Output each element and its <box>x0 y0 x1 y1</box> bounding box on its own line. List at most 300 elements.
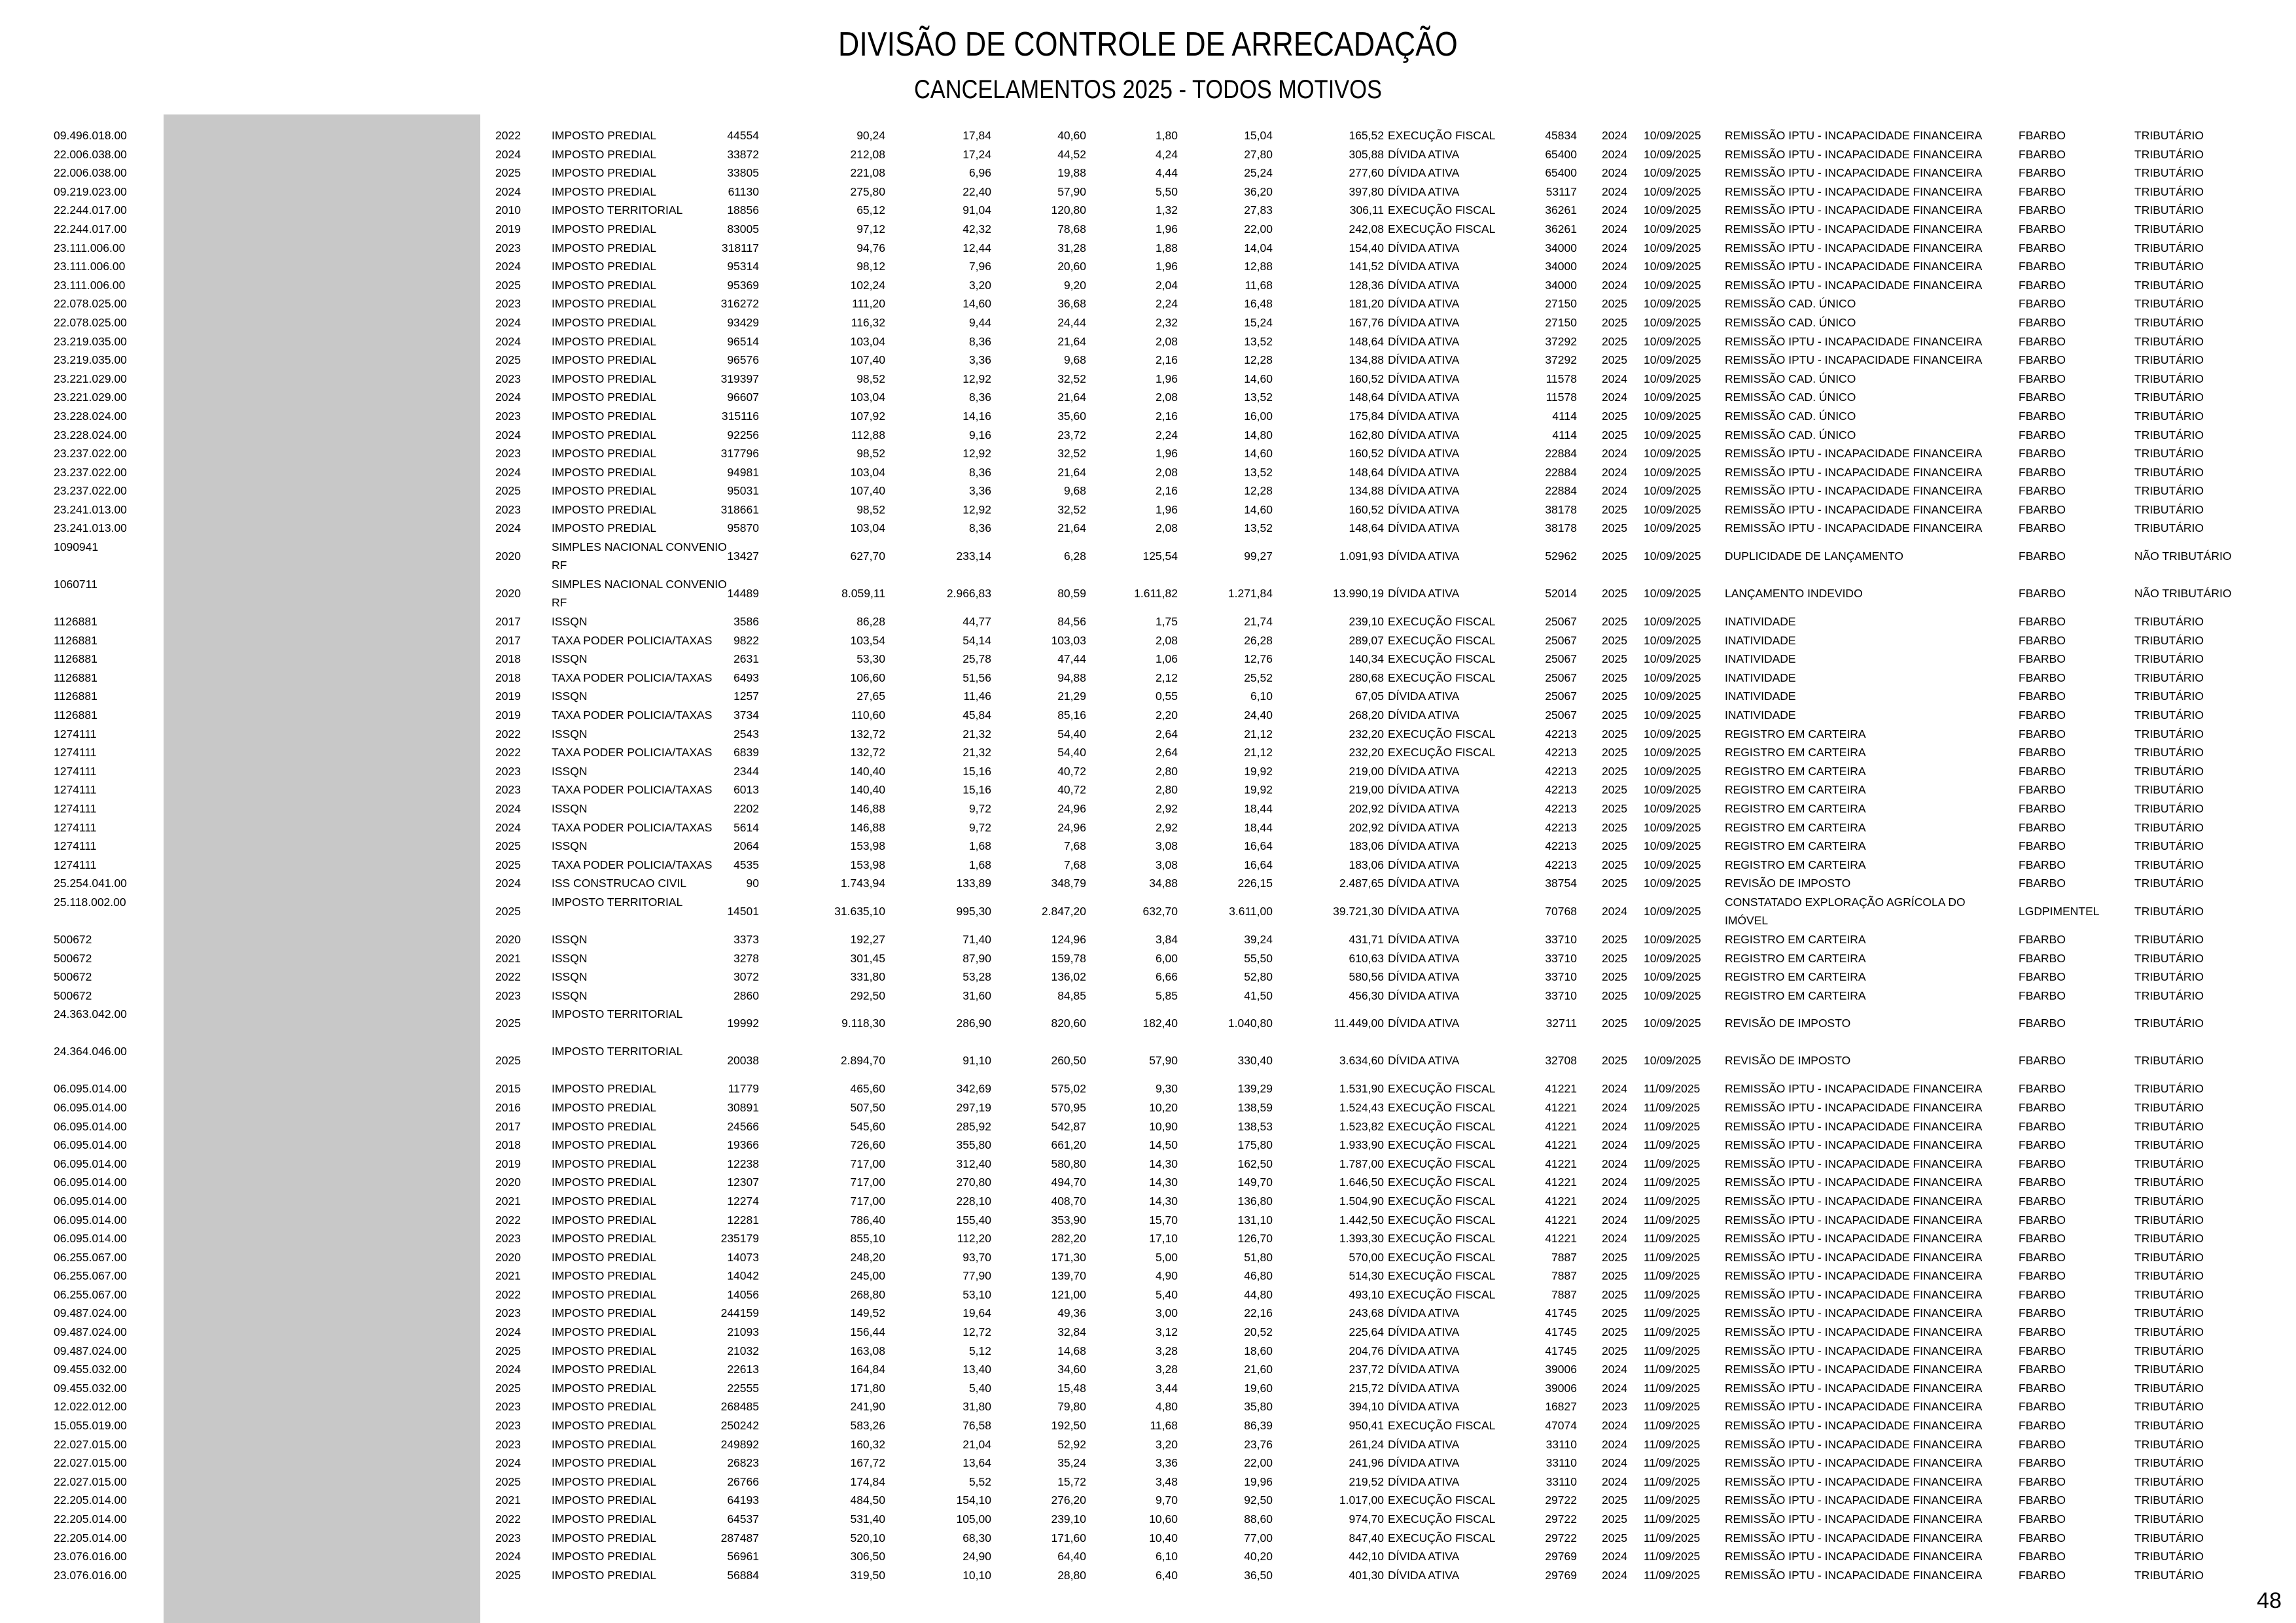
cell-valor-principal: 103,04 <box>850 521 885 535</box>
cell-data-cancelamento: 11/09/2025 <box>1644 1493 1701 1507</box>
cell-inscricao: 1060711 <box>54 578 97 591</box>
cell-tipo: TRIBUTÁRIO <box>2134 1550 2204 1563</box>
cell-correcao: 14,50 <box>1149 1138 1178 1152</box>
cell-ano-aviso: 2024 <box>1602 391 1627 404</box>
cell-honorarios: 26,28 <box>1244 633 1273 647</box>
table-row <box>0 1211 2296 1230</box>
cell-ano-aviso: 2024 <box>1602 1568 1627 1582</box>
cell-exercicio: 2022 <box>495 746 521 759</box>
cell-tipo: TRIBUTÁRIO <box>2134 1176 2204 1189</box>
cell-usuario: FBARBO <box>2019 353 2066 367</box>
cell-ano-aviso: 2025 <box>1602 970 1627 984</box>
cell-juros: 17,84 <box>963 129 991 142</box>
cell-valor-principal: 248,20 <box>850 1250 885 1264</box>
cell-tipo: TRIBUTÁRIO <box>2134 222 2204 236</box>
cell-correcao: 15,70 <box>1149 1213 1178 1227</box>
cell-motivo: REGISTRO EM CARTEIRA <box>1725 746 1866 759</box>
cell-situacao: EXECUÇÃO FISCAL <box>1388 129 1496 142</box>
cell-lancamento: 244159 <box>720 1306 759 1320</box>
cell-valor-principal: 545,60 <box>850 1119 885 1133</box>
cell-ano-aviso: 2025 <box>1602 988 1627 1002</box>
cell-inscricao: 1126881 <box>54 671 97 684</box>
cell-usuario: FBARBO <box>2019 839 2066 853</box>
cell-data-cancelamento: 10/09/2025 <box>1644 428 1701 442</box>
cell-correcao: 2,92 <box>1155 820 1178 834</box>
cell-ano-aviso: 2025 <box>1602 315 1627 329</box>
cell-usuario: FBARBO <box>2019 633 2066 647</box>
cell-honorarios: 12,88 <box>1244 260 1273 273</box>
cell-situacao: DÍVIDA ATIVA <box>1388 970 1460 984</box>
cell-ano-aviso: 2024 <box>1602 1194 1627 1208</box>
cell-juros: 12,92 <box>963 447 991 461</box>
cell-correcao: 1,96 <box>1155 372 1178 385</box>
cell-tributo: IMPOSTO PREDIAL <box>552 484 657 498</box>
cell-lancamento: 56884 <box>727 1568 759 1582</box>
cell-juros: 9,16 <box>968 428 991 442</box>
cell-valor-principal: 103,54 <box>850 633 885 647</box>
cell-aviso: 41745 <box>1545 1325 1577 1339</box>
cell-juros: 297,19 <box>956 1100 991 1114</box>
cell-usuario: FBARBO <box>2019 1531 2066 1544</box>
cell-total: 11.449,00 <box>1333 1017 1384 1030</box>
cell-lancamento: 61130 <box>728 184 759 198</box>
cell-aviso: 29722 <box>1545 1512 1577 1526</box>
cell-juros: 270,80 <box>956 1176 991 1189</box>
cell-motivo: REMISSÃO IPTU - INCAPACIDADE FINANCEIRA <box>1725 1437 1983 1451</box>
table-row <box>0 519 2296 538</box>
cell-motivo: INATIVIDADE <box>1725 689 1796 703</box>
cell-lancamento: 3734 <box>733 708 759 722</box>
cell-honorarios: 13,52 <box>1244 334 1273 348</box>
table-row <box>0 1435 2296 1454</box>
cell-exercicio: 2023 <box>495 447 521 461</box>
cell-multa: 24,96 <box>1057 820 1086 834</box>
cell-multa: 542,87 <box>1051 1119 1086 1133</box>
cell-exercicio: 2019 <box>495 689 521 703</box>
cell-honorarios: 162,50 <box>1237 1157 1273 1170</box>
cell-ano-aviso: 2024 <box>1602 1363 1627 1376</box>
cell-juros: 31,80 <box>963 1400 991 1414</box>
cell-multa: 47,44 <box>1057 652 1086 666</box>
cell-tipo: TRIBUTÁRIO <box>2134 615 2204 629</box>
cell-ano-aviso: 2024 <box>1602 447 1627 461</box>
cell-inscricao: 25.118.002.00 <box>54 895 126 909</box>
cell-correcao: 6,40 <box>1155 1568 1178 1582</box>
cell-situacao: EXECUÇÃO FISCAL <box>1388 1176 1496 1189</box>
cell-data-cancelamento: 10/09/2025 <box>1644 353 1701 367</box>
cell-valor-principal: 520,10 <box>850 1531 885 1544</box>
cell-tipo: TRIBUTÁRIO <box>2134 166 2204 180</box>
cell-total: 1.787,00 <box>1339 1157 1384 1170</box>
cell-situacao: DÍVIDA ATIVA <box>1388 1017 1460 1030</box>
cell-tributo: ISSQN <box>552 988 588 1002</box>
cell-correcao: 4,80 <box>1155 1400 1178 1414</box>
cell-data-cancelamento: 11/09/2025 <box>1644 1325 1701 1339</box>
cell-total: 1.504,90 <box>1339 1194 1384 1208</box>
cell-situacao: EXECUÇÃO FISCAL <box>1388 1250 1496 1264</box>
cell-aviso: 42213 <box>1545 746 1577 759</box>
table-row <box>0 1005 2296 1042</box>
table-row <box>0 1473 2296 1492</box>
cell-total: 268,20 <box>1349 708 1384 722</box>
cell-total: 215,72 <box>1349 1381 1384 1395</box>
cell-multa: 40,72 <box>1057 783 1086 797</box>
cell-tributo: ISSQN <box>552 727 588 741</box>
cell-correcao: 2,08 <box>1155 391 1178 404</box>
cell-situacao: EXECUÇÃO FISCAL <box>1388 746 1496 759</box>
cell-situacao: DÍVIDA ATIVA <box>1388 1363 1460 1376</box>
cell-usuario: FBARBO <box>2019 1138 2066 1152</box>
table-row <box>0 351 2296 370</box>
cell-valor-principal: 106,60 <box>850 671 885 684</box>
table-row <box>0 1117 2296 1136</box>
table-row <box>0 874 2296 893</box>
cell-juros: 3,36 <box>968 353 991 367</box>
cell-correcao: 9,70 <box>1155 1493 1178 1507</box>
cell-tributo: ISSQN <box>552 932 588 946</box>
cell-tipo: TRIBUTÁRIO <box>2134 1381 2204 1395</box>
table-row <box>0 1285 2296 1304</box>
cell-total: 134,88 <box>1349 353 1384 367</box>
cell-honorarios: 14,80 <box>1244 428 1273 442</box>
cell-total: 134,88 <box>1349 484 1384 498</box>
cell-tipo: TRIBUTÁRIO <box>2134 858 2204 871</box>
cell-juros: 13,64 <box>963 1456 991 1470</box>
cell-situacao: EXECUÇÃO FISCAL <box>1388 1493 1496 1507</box>
cell-inscricao: 23.076.016.00 <box>54 1550 127 1563</box>
cell-tipo: TRIBUTÁRIO <box>2134 502 2204 516</box>
cell-inscricao: 23.219.035.00 <box>54 353 127 367</box>
cell-total: 1.524,43 <box>1339 1100 1384 1114</box>
cell-total: 39.721,30 <box>1333 904 1384 918</box>
cell-multa: 580,80 <box>1051 1157 1086 1170</box>
cell-motivo: REMISSÃO IPTU - INCAPACIDADE FINANCEIRA <box>1725 1550 1983 1563</box>
cell-motivo: REMISSÃO IPTU - INCAPACIDADE FINANCEIRA <box>1725 1213 1983 1227</box>
cell-lancamento: 3072 <box>733 970 759 984</box>
cell-total: 3.634,60 <box>1339 1054 1384 1068</box>
cell-usuario: FBARBO <box>2019 428 2066 442</box>
cell-total: 13.990,19 <box>1333 587 1384 601</box>
cell-situacao: DÍVIDA ATIVA <box>1388 1400 1460 1414</box>
cell-motivo: INATIVIDADE <box>1725 615 1796 629</box>
cell-aviso: 41221 <box>1545 1138 1577 1152</box>
cell-honorarios: 36,50 <box>1244 1568 1273 1582</box>
cell-multa: 171,30 <box>1051 1250 1086 1264</box>
cell-aviso: 27150 <box>1545 297 1577 311</box>
cell-aviso: 41221 <box>1545 1119 1577 1133</box>
cell-inscricao: 24.363.042.00 <box>54 1007 127 1021</box>
cell-juros: 54,14 <box>963 633 991 647</box>
cell-exercicio: 2016 <box>495 1100 521 1114</box>
cell-multa: 21,64 <box>1057 521 1086 535</box>
cell-inscricao: 15.055.019.00 <box>54 1419 127 1433</box>
cell-multa: 9,68 <box>1063 353 1086 367</box>
cell-correcao: 11,68 <box>1150 1419 1178 1433</box>
cell-aviso: 29722 <box>1545 1531 1577 1544</box>
cell-tipo: TRIBUTÁRIO <box>2134 484 2204 498</box>
cell-data-cancelamento: 10/09/2025 <box>1644 409 1701 423</box>
cell-situacao: EXECUÇÃO FISCAL <box>1388 1194 1496 1208</box>
cell-data-cancelamento: 10/09/2025 <box>1644 727 1701 741</box>
cell-valor-principal: 319,50 <box>850 1568 885 1582</box>
cell-data-cancelamento: 10/09/2025 <box>1644 988 1701 1002</box>
cell-multa: 34,60 <box>1057 1363 1086 1376</box>
cell-multa: 120,80 <box>1051 203 1086 217</box>
cell-tributo: TAXA PODER POLICIA/TAXAS <box>552 858 713 871</box>
cell-honorarios: 16,64 <box>1244 858 1273 871</box>
cell-total: 219,00 <box>1349 764 1384 778</box>
cell-honorarios: 16,00 <box>1244 409 1273 423</box>
cell-lancamento: 12274 <box>727 1194 759 1208</box>
cell-data-cancelamento: 11/09/2025 <box>1644 1194 1701 1208</box>
cell-ano-aviso: 2025 <box>1602 1306 1627 1320</box>
cell-lancamento: 14042 <box>727 1269 759 1283</box>
cell-juros: 93,70 <box>963 1250 991 1264</box>
cell-total: 289,07 <box>1349 633 1384 647</box>
cell-multa: 6,28 <box>1063 550 1086 563</box>
cell-aviso: 37292 <box>1545 353 1577 367</box>
cell-juros: 1,68 <box>968 839 991 853</box>
cell-juros: 12,92 <box>963 502 991 516</box>
cell-honorarios: 14,60 <box>1244 502 1273 516</box>
cell-juros: 91,10 <box>963 1054 991 1068</box>
cell-tipo: TRIBUTÁRIO <box>2134 1475 2204 1488</box>
cell-juros: 995,30 <box>956 904 991 918</box>
cell-valor-principal: 98,52 <box>857 447 885 461</box>
cell-data-cancelamento: 10/09/2025 <box>1644 839 1701 853</box>
cell-multa: 2.847,20 <box>1041 904 1086 918</box>
cell-correcao: 3,48 <box>1155 1475 1178 1488</box>
cell-tipo: NÃO TRIBUTÁRIO <box>2134 550 2232 563</box>
cell-multa: 7,68 <box>1063 839 1086 853</box>
cell-honorarios: 175,80 <box>1237 1138 1273 1152</box>
cell-juros: 312,40 <box>956 1157 991 1170</box>
cell-lancamento: 30891 <box>727 1100 759 1114</box>
cell-correcao: 1,88 <box>1155 241 1178 254</box>
cell-valor-principal: 726,60 <box>850 1138 885 1152</box>
cell-tributo: IMPOSTO PREDIAL <box>552 353 657 367</box>
cell-inscricao: 23.228.024.00 <box>54 409 127 423</box>
cell-juros: 2.966,83 <box>946 587 991 601</box>
cell-honorarios: 6,10 <box>1250 689 1273 703</box>
cancellations-table <box>0 126 2296 1584</box>
cell-tributo: SIMPLES NACIONAL CONVENIO RF <box>552 578 727 610</box>
cell-total: 67,05 <box>1355 689 1384 703</box>
cell-ano-aviso: 2024 <box>1602 1100 1627 1114</box>
cell-situacao: DÍVIDA ATIVA <box>1388 1306 1460 1320</box>
cell-multa: 820,60 <box>1051 1017 1086 1030</box>
cell-ano-aviso: 2025 <box>1602 1287 1627 1301</box>
table-row <box>0 799 2296 818</box>
cell-tipo: TRIBUTÁRIO <box>2134 447 2204 461</box>
cell-tributo: IMPOSTO PREDIAL <box>552 1287 657 1301</box>
cell-ano-aviso: 2024 <box>1602 147 1627 161</box>
cell-exercicio: 2025 <box>495 858 521 871</box>
cell-motivo: REMISSÃO CAD. ÚNICO <box>1725 409 1856 423</box>
cell-aviso: 7887 <box>1551 1287 1577 1301</box>
cell-exercicio: 2023 <box>495 1306 521 1320</box>
cell-multa: 19,88 <box>1057 166 1086 180</box>
cell-ano-aviso: 2025 <box>1602 820 1627 834</box>
cell-juros: 22,40 <box>963 184 991 198</box>
cell-ano-aviso: 2024 <box>1602 1138 1627 1152</box>
cell-aviso: 41221 <box>1545 1176 1577 1189</box>
cell-tributo: IMPOSTO PREDIAL <box>552 1176 657 1189</box>
cell-correcao: 2,04 <box>1155 278 1178 292</box>
cell-exercicio: 2015 <box>495 1082 521 1096</box>
cell-total: 148,64 <box>1349 334 1384 348</box>
cell-motivo: REMISSÃO IPTU - INCAPACIDADE FINANCEIRA <box>1725 147 1983 161</box>
cell-lancamento: 6493 <box>733 671 759 684</box>
cell-exercicio: 2023 <box>495 1400 521 1414</box>
cell-juros: 45,84 <box>963 708 991 722</box>
cell-data-cancelamento: 11/09/2025 <box>1644 1213 1701 1227</box>
cell-situacao: DÍVIDA ATIVA <box>1388 1550 1460 1563</box>
table-row <box>0 575 2296 612</box>
cell-tributo: IMPOSTO PREDIAL <box>552 222 657 236</box>
cell-correcao: 3,44 <box>1155 1381 1178 1395</box>
table-row <box>0 949 2296 968</box>
cell-motivo: REMISSÃO IPTU - INCAPACIDADE FINANCEIRA <box>1725 260 1983 273</box>
cell-multa: 239,10 <box>1051 1512 1086 1526</box>
cell-lancamento: 2344 <box>733 764 759 778</box>
cell-motivo: REMISSÃO IPTU - INCAPACIDADE FINANCEIRA <box>1725 278 1983 292</box>
cell-tributo: ISSQN <box>552 951 588 965</box>
cell-exercicio: 2020 <box>495 1176 521 1189</box>
cell-valor-principal: 107,92 <box>850 409 885 423</box>
cell-ano-aviso: 2024 <box>1602 1232 1627 1246</box>
cell-honorarios: 149,70 <box>1237 1176 1273 1189</box>
cell-honorarios: 41,50 <box>1244 988 1273 1002</box>
cell-valor-principal: 465,60 <box>850 1082 885 1096</box>
table-row <box>0 1098 2296 1117</box>
cell-tipo: TRIBUTÁRIO <box>2134 1194 2204 1208</box>
cell-exercicio: 2025 <box>495 166 521 180</box>
cell-exercicio: 2023 <box>495 409 521 423</box>
cell-correcao: 4,44 <box>1155 166 1178 180</box>
cell-usuario: FBARBO <box>2019 1306 2066 1320</box>
cell-correcao: 10,60 <box>1149 1512 1178 1526</box>
cell-honorarios: 18,44 <box>1244 802 1273 815</box>
cell-exercicio: 2022 <box>495 1512 521 1526</box>
cell-total: 183,06 <box>1349 858 1384 871</box>
cell-data-cancelamento: 11/09/2025 <box>1644 1419 1701 1433</box>
cell-juros: 68,30 <box>963 1531 991 1544</box>
cell-tributo: IMPOSTO PREDIAL <box>552 1213 657 1227</box>
cell-juros: 11,46 <box>963 689 991 703</box>
cell-tipo: TRIBUTÁRIO <box>2134 727 2204 741</box>
cell-ano-aviso: 2025 <box>1602 652 1627 666</box>
cell-usuario: FBARBO <box>2019 1363 2066 1376</box>
cell-inscricao: 23.111.006.00 <box>54 241 126 254</box>
cell-tributo: IMPOSTO PREDIAL <box>552 372 657 385</box>
cell-juros: 3,20 <box>968 278 991 292</box>
cell-motivo: INATIVIDADE <box>1725 708 1796 722</box>
cell-ano-aviso: 2025 <box>1602 587 1627 601</box>
cell-tipo: TRIBUTÁRIO <box>2134 1213 2204 1227</box>
cell-juros: 21,32 <box>963 746 991 759</box>
cell-honorarios: 139,29 <box>1237 1082 1273 1096</box>
cell-valor-principal: 140,40 <box>850 764 885 778</box>
cell-lancamento: 90 <box>746 877 759 890</box>
cell-lancamento: 14489 <box>727 587 759 601</box>
cell-tributo: IMPOSTO PREDIAL <box>552 334 657 348</box>
cell-inscricao: 12.022.012.00 <box>54 1400 127 1414</box>
cell-ano-aviso: 2025 <box>1602 1017 1627 1030</box>
cell-valor-principal: 583,26 <box>850 1419 885 1433</box>
cell-situacao: EXECUÇÃO FISCAL <box>1388 652 1496 666</box>
cell-tributo: IMPOSTO PREDIAL <box>552 1250 657 1264</box>
cell-juros: 342,69 <box>956 1082 991 1096</box>
cell-total: 847,40 <box>1349 1531 1384 1544</box>
cell-tributo: IMPOSTO PREDIAL <box>552 1232 657 1246</box>
cell-juros: 12,92 <box>963 372 991 385</box>
cell-tributo: ISSQN <box>552 652 588 666</box>
cell-correcao: 182,40 <box>1142 1017 1178 1030</box>
cell-inscricao: 22.205.014.00 <box>54 1512 127 1526</box>
cell-tipo: TRIBUTÁRIO <box>2134 764 2204 778</box>
cell-juros: 24,90 <box>963 1550 991 1563</box>
cell-usuario: FBARBO <box>2019 297 2066 311</box>
cell-data-cancelamento: 11/09/2025 <box>1644 1119 1701 1133</box>
cell-ano-aviso: 2025 <box>1602 521 1627 535</box>
cell-correcao: 1,80 <box>1155 129 1178 142</box>
cell-motivo: INATIVIDADE <box>1725 671 1796 684</box>
cell-aviso: 34000 <box>1545 260 1577 273</box>
cell-ano-aviso: 2025 <box>1602 1054 1627 1068</box>
cell-data-cancelamento: 10/09/2025 <box>1644 802 1701 815</box>
cell-total: 232,20 <box>1349 727 1384 741</box>
cell-situacao: EXECUÇÃO FISCAL <box>1388 727 1496 741</box>
cell-situacao: DÍVIDA ATIVA <box>1388 858 1460 871</box>
cell-usuario: FBARBO <box>2019 1194 2066 1208</box>
cell-usuario: FBARBO <box>2019 1054 2066 1068</box>
cell-ano-aviso: 2024 <box>1602 1119 1627 1133</box>
cell-total: 237,72 <box>1349 1363 1384 1376</box>
cell-aviso: 7887 <box>1551 1269 1577 1283</box>
table-row <box>0 1491 2296 1510</box>
cell-inscricao: 22.027.015.00 <box>54 1475 127 1488</box>
cell-honorarios: 226,15 <box>1237 877 1273 890</box>
cell-multa: 20,60 <box>1057 260 1086 273</box>
cell-total: 202,92 <box>1349 802 1384 815</box>
cell-tipo: TRIBUTÁRIO <box>2134 465 2204 479</box>
cell-usuario: FBARBO <box>2019 222 2066 236</box>
cell-situacao: DÍVIDA ATIVA <box>1388 951 1460 965</box>
cell-correcao: 2,16 <box>1155 409 1178 423</box>
cell-exercicio: 2025 <box>495 1017 521 1030</box>
cell-usuario: FBARBO <box>2019 334 2066 348</box>
cell-juros: 14,60 <box>963 297 991 311</box>
cell-data-cancelamento: 10/09/2025 <box>1644 689 1701 703</box>
cell-exercicio: 2024 <box>495 260 521 273</box>
cell-lancamento: 14056 <box>727 1287 759 1301</box>
cell-tipo: TRIBUTÁRIO <box>2134 315 2204 329</box>
cell-aviso: 25067 <box>1545 633 1577 647</box>
cell-ano-aviso: 2025 <box>1602 615 1627 629</box>
cell-ano-aviso: 2025 <box>1602 353 1627 367</box>
cell-honorarios: 21,74 <box>1244 615 1273 629</box>
table-row <box>0 780 2296 799</box>
cell-total: 397,80 <box>1349 184 1384 198</box>
cell-lancamento: 4535 <box>733 858 759 871</box>
cell-data-cancelamento: 10/09/2025 <box>1644 783 1701 797</box>
cell-situacao: DÍVIDA ATIVA <box>1388 297 1460 311</box>
cell-tipo: TRIBUTÁRIO <box>2134 1269 2204 1283</box>
table-row <box>0 856 2296 875</box>
cell-valor-principal: 86,28 <box>857 615 885 629</box>
cell-total: 277,60 <box>1349 166 1384 180</box>
